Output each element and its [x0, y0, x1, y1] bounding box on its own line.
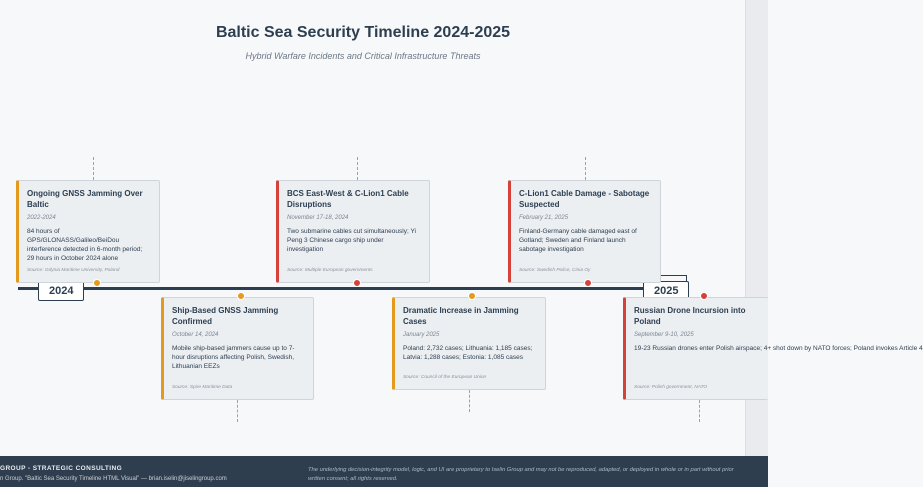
event-marker[interactable] — [353, 279, 361, 287]
connector-line — [93, 157, 94, 180]
event-title: Ship-Based GNSS Jamming Confirmed — [172, 306, 279, 326]
event-card-bcs-clion1-disruptions[interactable] — [276, 180, 430, 283]
page-title: Baltic Sea Security Timeline 2024-2025 — [215, 24, 511, 41]
event-title: Russian Drone Incursion into Poland — [634, 306, 746, 326]
event-title: Ongoing GNSS Jamming Over Baltic — [27, 189, 143, 209]
event-description: Finland-Germany cable damaged east of Gotland; Sweden and Finland launch sabotage investigation — [519, 228, 637, 253]
event-description: 19-23 Russian drones enter Polish airspace; 4+ shot down by NATO forces; Poland invokes Article 4 — [634, 345, 923, 352]
event-source: Source: Council of the European Union — [403, 375, 487, 380]
year-marker-2025: 2025 — [643, 281, 689, 301]
footer-citation: n Group. "Baltic Sea Security Timeline HTML Visual" — brian.iselin@jiselingroup.com — [0, 476, 227, 482]
footer-legal: The underlying decision-integrity model, logic, and UI are proprietary to Iselin Group and may not be reproduced, adapted, or deployed in whole or in part without prior written consent; all rights reserved. — [308, 467, 734, 482]
event-source: Source: Polish government, NATO — [634, 385, 708, 390]
event-source: Source: Multiple European governments — [287, 268, 373, 273]
connector-line — [237, 400, 238, 422]
page-subtitle: Hybrid Warfare Incidents and Critical Infrastructure Threats — [245, 51, 481, 61]
event-description: Mobile ship-based jammers cause up to 7-hour disruptions affecting Polish, Swedish, Lithuanian EEZs — [172, 345, 295, 370]
event-date: February 21, 2025 — [519, 215, 569, 221]
event-marker[interactable] — [93, 279, 101, 287]
event-title: C-Lion1 Cable Damage - Sabotage Suspected — [519, 189, 650, 209]
event-date: January 2025 — [403, 332, 440, 338]
connector-line — [469, 390, 470, 412]
event-description: 84 hours of GPS/GLONASS/Galileo/BeiDou interference detected in 6-month period; 29 hours in October 2024 alone — [27, 228, 143, 262]
connector-line — [585, 157, 586, 180]
page-footer — [0, 456, 768, 487]
event-date: 2022-2024 — [27, 215, 56, 221]
connector-line — [699, 400, 700, 422]
event-card-drone-incursion-poland[interactable] — [623, 297, 923, 400]
event-source: Source: Swedish Police, Cinia Oy — [519, 268, 591, 273]
event-marker[interactable] — [584, 279, 592, 287]
connector-line — [357, 157, 358, 180]
event-marker[interactable] — [237, 292, 245, 300]
event-date: September 9-10, 2025 — [634, 332, 694, 338]
event-source: Source: Spire Maritime Data — [172, 385, 233, 390]
event-date: October 14, 2024 — [172, 332, 219, 338]
event-description: Poland: 2,732 cases; Lithuania: 1,185 cases; Latvia: 1,288 cases; Estonia: 1,085 cases — [403, 345, 533, 361]
event-marker[interactable] — [700, 292, 708, 300]
event-description: Two submarine cables cut simultaneously; Yi Peng 3 Chinese cargo ship under investigation — [287, 228, 416, 253]
event-source: Source: Gdynia Maritime University, Poland — [27, 268, 120, 273]
event-title: BCS East-West & C-Lion1 Cable Disruptions — [287, 189, 409, 209]
timeline-axis — [18, 287, 686, 290]
event-card-ship-gnss-jamming[interactable] — [161, 297, 314, 400]
event-marker[interactable] — [468, 292, 476, 300]
event-date: November 17-18, 2024 — [287, 215, 349, 221]
year-marker-2024: 2024 — [38, 281, 84, 301]
event-title: Dramatic Increase in Jamming Cases — [403, 306, 519, 326]
event-card-jamming-increase[interactable] — [392, 297, 546, 390]
footer-org: GROUP - STRATEGIC CONSULTING — [0, 465, 123, 472]
event-card-gnss-jamming-baltic[interactable] — [16, 180, 160, 283]
event-card-clion1-sabotage[interactable] — [508, 180, 661, 283]
